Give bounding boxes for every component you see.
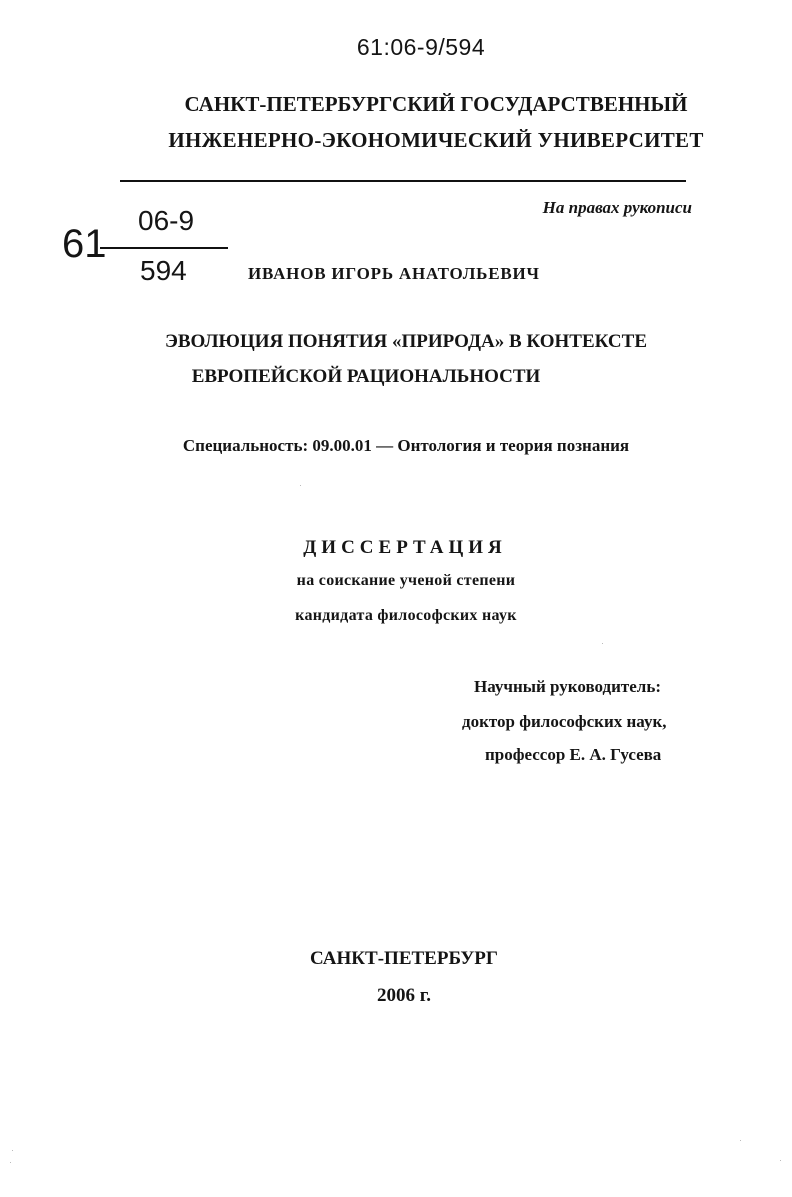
degree-purpose-line-1: на соискание ученой степени: [296, 572, 516, 589]
university-name-line-2: ИНЖЕНЕРНО-ЭКОНОМИЧЕСКИЙ УНИВЕРСИТЕТ: [168, 128, 704, 152]
library-stamp-fraction-line: [100, 247, 228, 249]
degree-purpose-line-2: кандидата философских наук: [295, 607, 517, 624]
scan-speck: [780, 1160, 781, 1161]
author-name: ИВАНОВ ИГОРЬ АНАТОЛЬЕВИЧ: [248, 264, 540, 283]
dissertation-type: ДИССЕРТАЦИЯ: [303, 537, 507, 558]
scan-speck: [740, 1140, 741, 1141]
university-name-line-1: САНКТ-ПЕТЕРБУРГСКИЙ ГОСУДАРСТВЕННЫЙ: [184, 92, 688, 116]
supervisor-label: Научный руководитель:: [474, 677, 661, 696]
manuscript-rights-label: На правах рукописи: [542, 198, 692, 217]
supervisor-degree: доктор философских наук,: [462, 712, 667, 731]
scan-speck: [10, 1162, 11, 1163]
scan-speck: [12, 1150, 13, 1151]
catalog-number: 61:06-9/594: [356, 34, 486, 60]
supervisor-name: профессор Е. А. Гусева: [485, 745, 662, 764]
city: САНКТ-ПЕТЕРБУРГ: [310, 948, 498, 969]
scan-speck: [602, 643, 603, 644]
scan-speck: [300, 485, 301, 486]
library-stamp-numerator: 06-9: [138, 205, 195, 236]
library-stamp-prefix: 61: [62, 222, 107, 266]
specialty-line: Специальность: 09.00.01 — Онтология и теория познания: [182, 436, 630, 455]
thesis-title-line-2: ЕВРОПЕЙСКОЙ РАЦИОНАЛЬНОСТИ: [191, 366, 541, 387]
year: 2006 г.: [377, 985, 431, 1006]
header-divider: [120, 180, 686, 182]
library-stamp-denominator: 594: [140, 255, 187, 286]
thesis-title-line-1: ЭВОЛЮЦИЯ ПОНЯТИЯ «ПРИРОДА» В КОНТЕКСТЕ: [165, 331, 647, 352]
